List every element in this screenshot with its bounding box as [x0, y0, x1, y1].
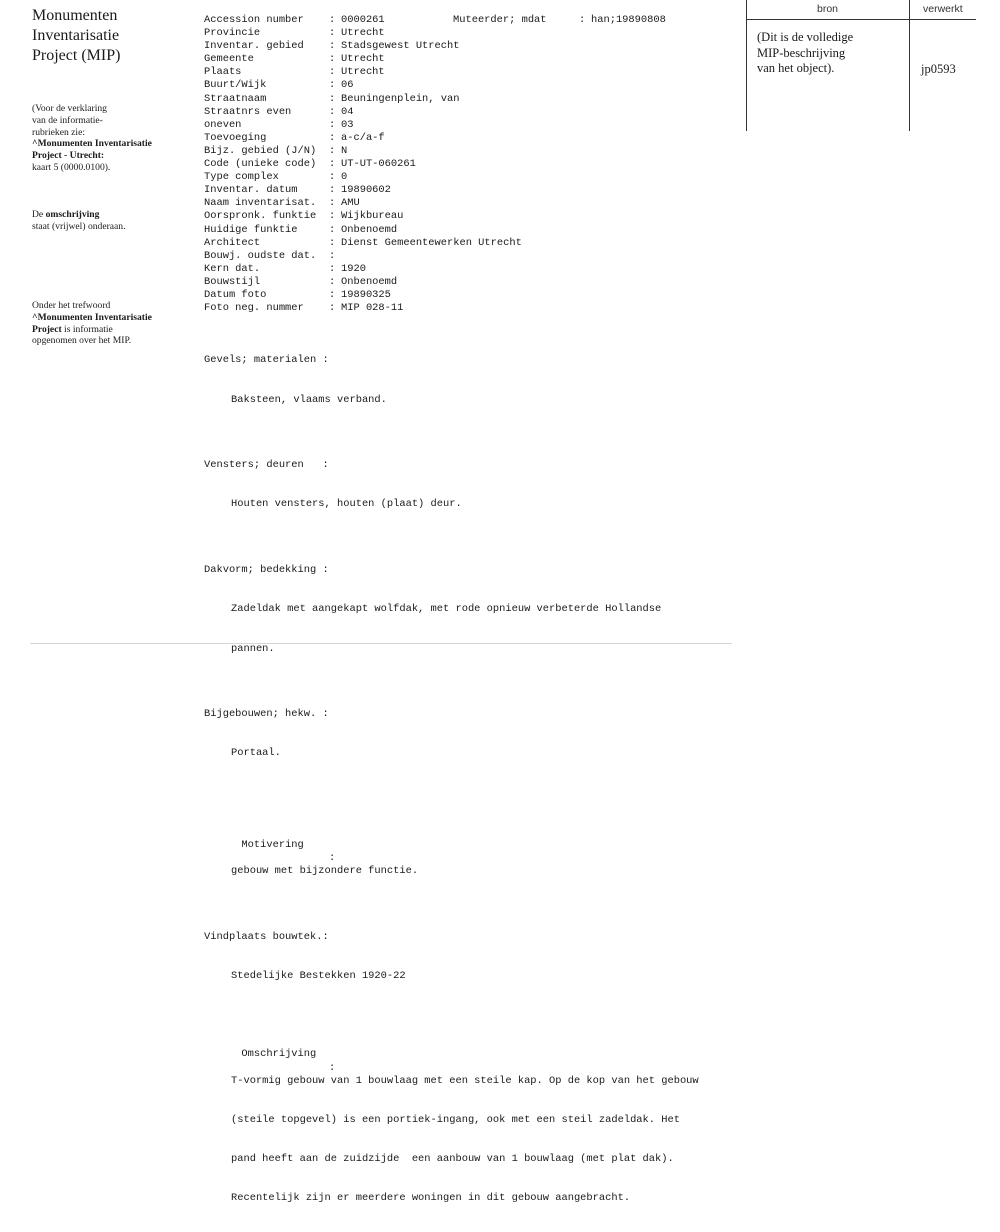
note-reference-bold: ^Monumenten Inventarisatie [32, 311, 152, 323]
section-vensters [204, 433, 744, 538]
muteerder-value: han;19890808 [591, 14, 666, 26]
table-divider [909, 0, 910, 131]
table-border [746, 0, 747, 131]
field-row [204, 40, 744, 53]
field-label: Datum foto [204, 288, 267, 301]
bottom-rule [30, 643, 732, 644]
table-rule [746, 19, 976, 20]
field-colon: : [329, 27, 336, 40]
section-label: Dakvorm; bedekking : [204, 563, 329, 576]
field-colon: : [329, 171, 336, 184]
section-label: Gevels; materialen : [204, 354, 329, 367]
note-line: opgenomen over het MIP. [32, 335, 132, 347]
field-row [204, 302, 744, 315]
field-value: MIP 028-11 [341, 302, 404, 315]
field-label: Code (unieke code) [204, 158, 317, 171]
section-vindplaats [204, 904, 744, 1009]
field-label: Inventar. gebied [204, 40, 304, 53]
field-colon: : [329, 14, 336, 26]
field-row [204, 158, 744, 171]
field-value: 0 [341, 171, 348, 184]
field-value: 06 [341, 79, 354, 92]
field-value: UT-UT-060261 [341, 158, 416, 171]
field-colon: : [329, 236, 336, 249]
field-label: Straatnaam [204, 92, 267, 105]
field-value: 03 [341, 118, 354, 131]
field-label: Straatnrs even [204, 105, 292, 118]
field-label: Type complex [204, 171, 279, 184]
source-description [757, 30, 907, 77]
field-label: Bouwstijl [204, 275, 261, 288]
section-colon: : [329, 1061, 336, 1074]
section-label: Omschrijving [241, 1048, 317, 1061]
field-row [204, 132, 744, 145]
section-label: Motivering [241, 838, 304, 851]
field-colon: : [329, 158, 336, 171]
field-row [204, 197, 744, 210]
field-colon: : [329, 66, 336, 79]
field-label: Naam inventarisat. [204, 197, 317, 210]
field-label: Toevoeging [204, 131, 267, 144]
section-text: Baksteen, vlaams verband. [231, 393, 387, 406]
field-colon: : [329, 131, 336, 144]
field-row [204, 14, 744, 27]
explanation-note [32, 103, 192, 174]
description-line: van het object). [757, 61, 835, 75]
field-colon: : [329, 92, 336, 105]
field-colon: : [329, 40, 336, 53]
field-label: Provincie [204, 27, 261, 40]
field-label: Plaats [204, 66, 242, 79]
field-row [204, 210, 744, 223]
field-value: a-c/a-f [341, 131, 385, 144]
field-label: Gemeente [204, 53, 254, 66]
description-line: (steile topgevel) is een portiek-ingang, ook met een steil zadeldak. Het [231, 1113, 680, 1126]
field-colon: : [579, 14, 586, 26]
field-row [204, 184, 744, 197]
field-label: Bouwj. oudste dat. [204, 249, 317, 262]
section-bijgebouwen [204, 682, 744, 787]
field-value: 0000261 [341, 14, 385, 26]
description-line: pand heeft aan de zuidzijde een aanbouw van 1 bouwlaag (met plat dak). [231, 1153, 674, 1166]
section-text: pannen. [231, 642, 275, 655]
field-row [204, 289, 744, 302]
field-value: 19890602 [341, 184, 391, 197]
note-line: Onder het trefwoord [32, 300, 111, 311]
field-label: Buurt/Wijk [204, 79, 267, 92]
note-line: rubrieken zie: [32, 126, 86, 138]
field-label: Bijz. gebied (J/N) [204, 144, 317, 157]
field-list [204, 14, 744, 315]
field-value: Wijkbureau [341, 210, 404, 223]
field-colon: : [329, 223, 336, 236]
note-line: kaart 5 (0000.0100). [32, 161, 111, 173]
note-reference-bold: Project [32, 323, 62, 335]
section-label: Bijgebouwen; hekw. : [204, 707, 329, 720]
note-text: De [32, 209, 46, 220]
field-value: 04 [341, 105, 354, 118]
field-label: Inventar. datum [204, 184, 298, 197]
field-row [204, 106, 744, 119]
field-row [204, 250, 744, 263]
field-row [204, 171, 744, 184]
field-row [204, 66, 744, 79]
field-value: 19890325 [341, 288, 391, 301]
field-value: Onbenoemd [341, 275, 398, 288]
field-label: Huidige funktie [204, 223, 298, 236]
field-row [204, 237, 744, 250]
section-omschrijving [204, 1009, 744, 1232]
field-colon: : [329, 288, 336, 301]
field-value: AMU [341, 197, 360, 210]
field-value: 1920 [341, 262, 366, 275]
description-line: T-vormig gebouw van 1 bouwlaag met een steile kap. Op de kop van het gebouw [231, 1074, 699, 1087]
note-line: van de informatie- [32, 114, 103, 126]
description-line: MIP-beschrijving [757, 45, 846, 60]
field-value: Utrecht [341, 53, 385, 66]
section-colon: : [329, 852, 336, 864]
reference-table [746, 0, 976, 131]
section-motivering [204, 800, 744, 905]
note-text: is informatie [61, 323, 113, 335]
section-label: Vensters; deuren : [204, 459, 329, 472]
field-label: Architect [204, 236, 261, 249]
field-colon: : [329, 53, 336, 66]
field-value: Dienst Gemeentewerken Utrecht [341, 236, 522, 249]
field-colon: : [329, 197, 336, 210]
field-value: Beuningenplein, van [341, 92, 460, 105]
title-line: Project (MIP) [32, 47, 121, 64]
field-row [204, 224, 744, 237]
field-row [204, 93, 744, 106]
header-verwerkt: verwerkt [923, 3, 963, 15]
field-label: oneven [204, 118, 242, 131]
note-line: staat (vrijwel) onderaan. [32, 220, 126, 232]
field-colon: : [329, 184, 336, 197]
field-value: Utrecht [341, 27, 385, 40]
field-colon: : [329, 144, 336, 157]
field-colon: : [329, 210, 336, 223]
section-text: gebouw met bijzondere functie. [231, 865, 419, 878]
field-row [204, 27, 744, 40]
section-text: Portaal. [231, 747, 281, 760]
field-label: Foto neg. nummer [204, 302, 304, 315]
title-line: Inventarisatie [32, 27, 120, 44]
field-colon: : [329, 105, 336, 118]
field-colon: : [329, 275, 336, 288]
field-colon: : [329, 118, 336, 131]
field-value: Stadsgewest Utrecht [341, 40, 460, 53]
field-colon: : [329, 262, 336, 275]
field-value: Onbenoemd [341, 223, 398, 236]
section-label: Vindplaats bouwtek.: [204, 930, 329, 943]
note-reference-bold: Project - Utrecht: [32, 150, 105, 162]
section-text: Stedelijke Bestekken 1920-22 [231, 969, 406, 982]
description-line: (Dit is de volledige [757, 30, 854, 44]
note-reference-bold: ^Monumenten Inventarisatie [32, 138, 152, 150]
description-line: Recentelijk zijn er meerdere woningen in dit gebouw aangebracht. [231, 1192, 631, 1205]
header-bron: bron [817, 3, 839, 15]
section-text: Houten vensters, houten (plaat) deur. [231, 498, 462, 511]
field-row [204, 53, 744, 66]
description-location-note [32, 209, 192, 233]
field-label: Accession number [204, 14, 304, 26]
field-label: Oorspronk. funktie [204, 210, 317, 223]
field-colon: : [329, 79, 336, 92]
section-gevels [204, 328, 744, 433]
field-label: Kern dat. [204, 262, 261, 275]
title-line: Monumenten [32, 7, 118, 24]
note-bold: omschrijving [45, 209, 100, 220]
field-value: Utrecht [341, 66, 385, 79]
field-colon: : [329, 249, 336, 262]
field-colon: : [329, 302, 336, 315]
field-value: N [341, 144, 348, 157]
muteerder-label: Muteerder; mdat [453, 14, 547, 26]
project-title [32, 6, 182, 66]
field-row [204, 263, 744, 276]
keyword-note [32, 300, 192, 347]
field-row [204, 79, 744, 92]
section-dakvorm [204, 538, 744, 682]
note-line: (Voor de verklaring [32, 103, 107, 114]
field-row [204, 119, 744, 132]
verwerkt-code: jp0593 [921, 62, 956, 76]
field-row [204, 276, 744, 289]
field-row [204, 145, 744, 158]
section-text: Zadeldak met aangekapt wolfdak, met rode opnieuw verbeterde Hollandse [231, 603, 662, 616]
mip-record [204, 14, 744, 1232]
